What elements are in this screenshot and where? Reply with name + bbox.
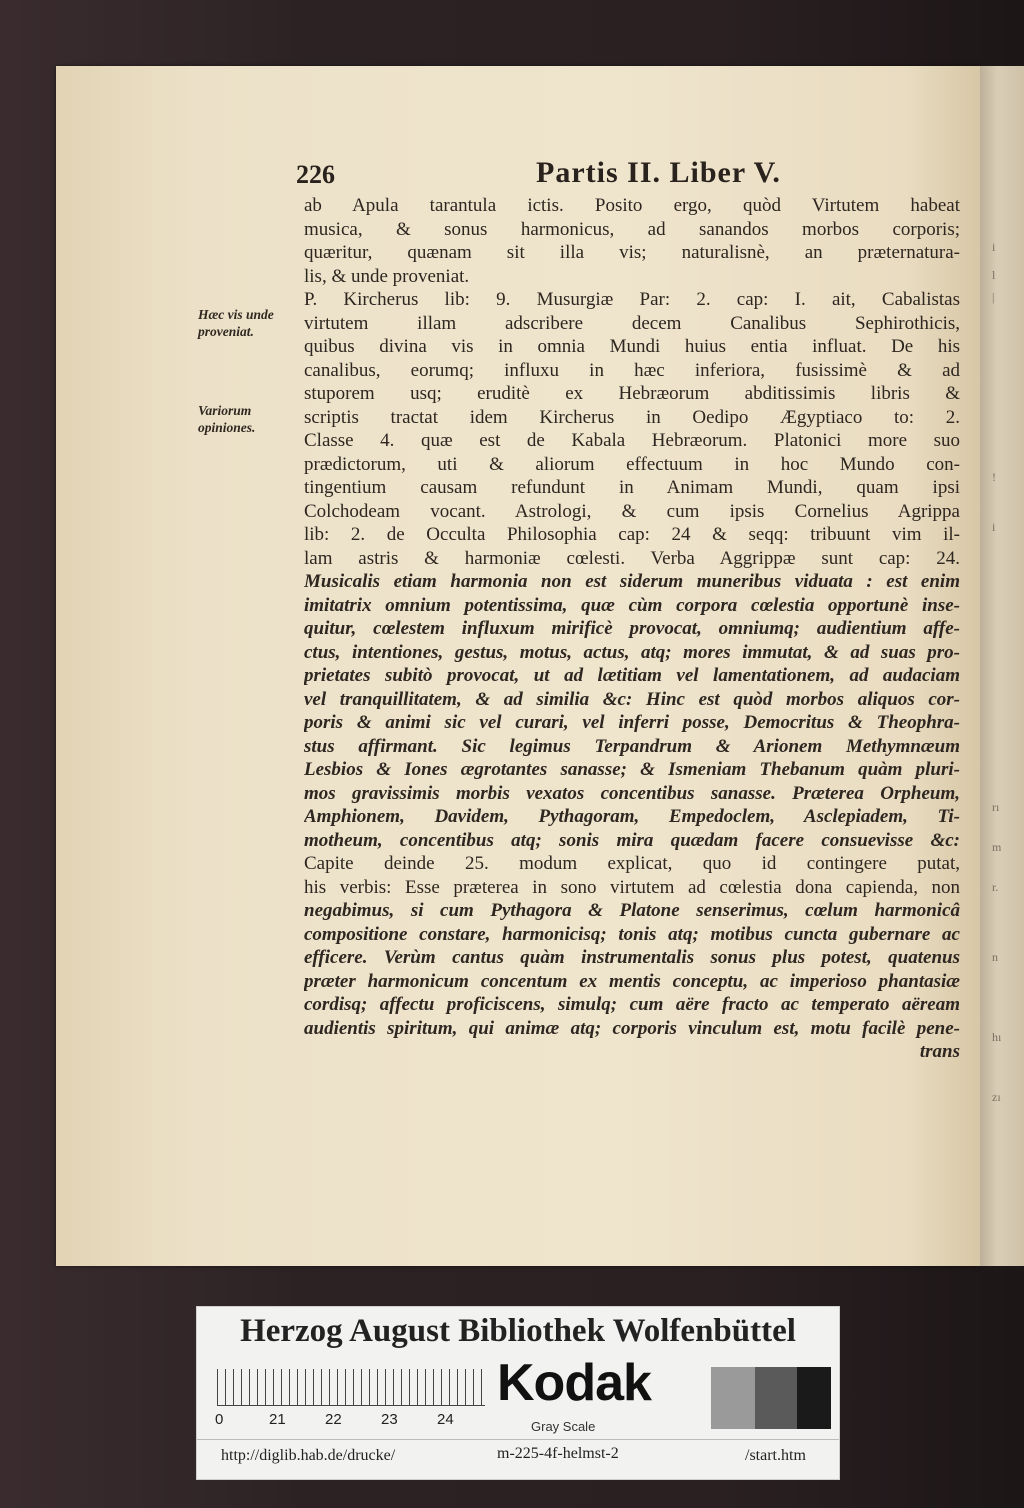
text-line: Classe 4. quæ est de Kabala Hebræorum. Platonici more suo [304,430,960,451]
edge-mark: | [992,290,995,304]
color-calibration-card [196,1306,840,1480]
text-line: quitur, cœlestem influxum mirificè provocat, omniumq; audientium affe- [304,618,960,639]
shelfmark: m-225-4f-helmst-2 [497,1445,619,1462]
running-title: Partis II. Liber V. [536,156,781,189]
text-line: ctus, intentiones, gestus, motus, actus, atq; mores immutat, & ad suas pro- [304,641,960,663]
text-line: stus affirmant. Sic legimus Terpandrum & Arionem Methymnæum [304,735,960,757]
text-line: Amphionem, Davidem, Pythagoram, Empedoclem, Asclepiadem, Ti- [304,806,960,827]
text-line: canalibus, eorumq; influxu in hæc inferiora, fusissimè & ad [304,359,960,381]
text-line: poris & animi sic vel curari, vel inferri posse, Democritus & Theophra- [304,712,960,733]
card-divider [197,1439,839,1440]
library-url: http://diglib.hab.de/drucke/ [221,1447,396,1464]
edge-mark: ! [992,470,996,484]
text-line: Capite deinde 25. modum explicat, quo id contingere putat, [304,853,960,874]
kodak-logo: Kodak [497,1354,651,1412]
margin-note-opinions: Variorum opiniones. [198,403,256,435]
text-line: motheum, concentibus atq; sonis mira quædam facere consuevisse &c: [304,829,960,851]
edge-mark: n [992,950,998,964]
measurement-ruler [217,1369,485,1406]
text-line: lam astris & harmoniæ cœlesti. Verba Aggrippæ sunt cap: 24. [304,547,960,569]
text-line: quibus divina vis in omnia Mundi huius entia influat. De his [304,336,960,357]
gray-scale-label: Gray Scale [531,1419,596,1434]
text-line: lib: 2. de Occulta Philosophia cap: 24 & seqq: tribuunt vim il- [304,524,960,545]
text-line: compositione constare, harmonicisq; tonis atq; motibus cuncta gubernare ac [304,923,960,945]
ruler-labels [215,1411,515,1431]
text-line: Lesbios & Iones ægrotantes sanasse; & Ismeniam Thebanum quàm pluri- [304,759,960,780]
text-line: virtutem illam adscribere decem Canalibus Sephirothicis, [304,312,960,334]
text-line: prietates subitò provocat, ut ad lætitiam vel lamentationem, ad audaciam [304,665,960,686]
text-line: Musicalis etiam harmonia non est siderum muneribus viduata : est enim [304,571,960,592]
text-line: negabimus, si cum Pythagora & Platone senserimus, cœlum harmonicâ [304,900,960,921]
ruler-label: 21 [269,1411,286,1428]
text-line: Colchodeam vocant. Astrologi, & cum ipsis Cornelius Agrippa [304,500,960,522]
margin-note-origin: Hæc vis unde proveniat. [198,307,274,339]
text-line: P. Kircherus lib: 9. Musurgiæ Par: 2. cap: I. ait, Cabalistas [304,289,960,310]
gray-swatch-light [711,1367,755,1429]
facing-page-edge [980,66,1024,1266]
text-line: vel tranquillitatem, & ad similia &c: Hinc est quòd morbos aliquos cor- [304,688,960,710]
library-name: Herzog August Bibliothek Wolfenbüttel [240,1313,796,1349]
text-line: prædictorum, uti & aliorum effectuum in hoc Mundo con- [304,453,960,475]
text-line: trans [919,1041,960,1062]
edge-mark: i [992,240,996,254]
edge-mark: zı [992,1090,1001,1104]
text-line: lis, & unde proveniat. [304,265,470,287]
edge-mark: hı [992,1030,1002,1044]
text-line: his verbis: Esse præterea in sono virtutem ad cœlestia dona capienda, non [304,876,960,898]
ruler-label: 0 [215,1411,224,1428]
edge-mark: i [992,520,996,534]
ruler-label: 23 [381,1411,398,1428]
text-line: imitatrix omnium potentissima, quæ cùm corpora cœlestia opportunè inse- [304,594,960,616]
text-line: ab Apula tarantula ictis. Posito ergo, quòd Virtutem habeat [304,195,960,216]
text-line: efficere. Verùm cantus quàm instrumentalis sonus plus potest, quatenus [304,947,960,968]
edge-mark: m [992,840,1002,854]
text-line: præter harmonicum concentum ex mentis conceptu, ac imperioso phantasiæ [304,970,960,992]
text-line: audientis spiritum, qui animæ atq; corporis vinculum est, motu facilè pene- [304,1017,960,1039]
edge-mark: r. [992,880,999,894]
ruler-label: 22 [325,1411,342,1428]
text-line: mos gravissimis morbis vexatos concentibus sanasse. Præterea Orpheum, [304,782,960,804]
start-url: /start.htm [745,1447,806,1464]
edge-mark: l [992,268,996,282]
text-line: scriptis tractat idem Kircherus in Oedipo Ægyptiaco to: 2. [304,406,960,428]
text-line: stuporem usq; eruditè ex Hebræorum abditissimis libris & [304,383,960,404]
ruler-label: 24 [437,1411,454,1428]
text-line: cordisq; affectu proficiscens, simulq; cum aëre fracto ac temperato aëream [304,994,960,1015]
edge-mark: rı [992,800,1000,814]
gray-swatch-dark [797,1367,831,1429]
text-line: musica, & sonus harmonicus, ad sanandos morbos corporis; [304,218,960,240]
text-line: quæritur, quænam sit illa vis; naturalisnè, an præternatura- [304,242,960,263]
gray-swatch-mid [755,1367,799,1429]
page-number: 226 [296,160,335,189]
text-line: tingentium causam refundunt in Animam Mundi, quam ipsi [304,477,960,498]
body-text [304,194,960,1064]
